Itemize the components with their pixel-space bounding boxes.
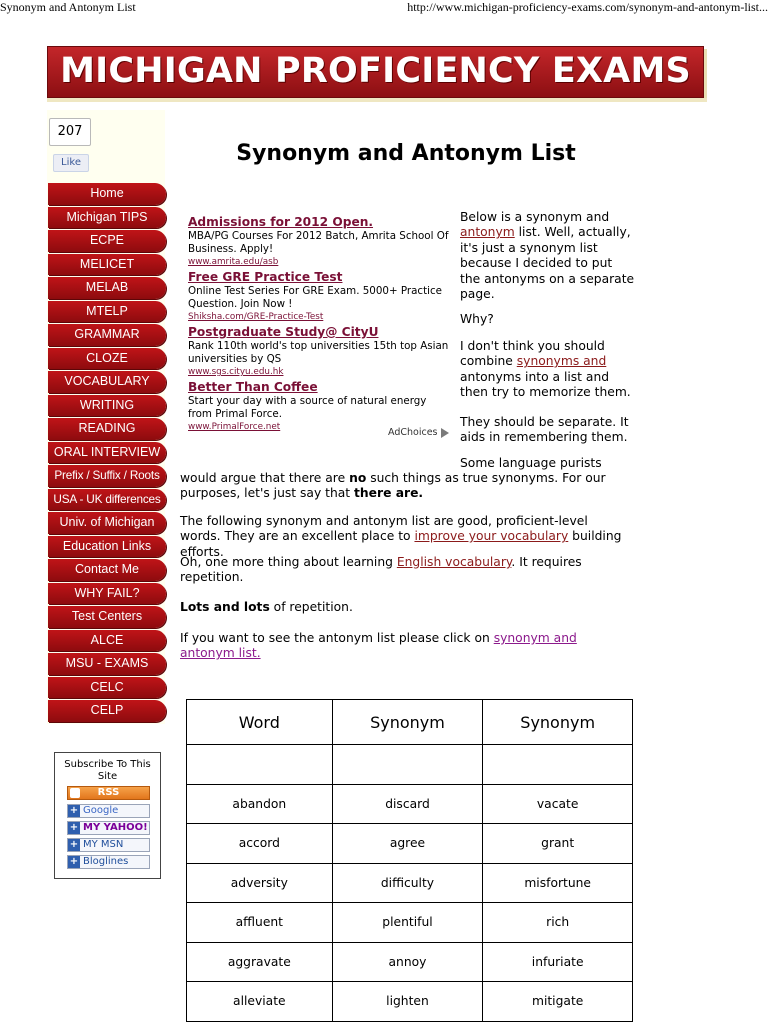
nav-item-michigan-tips[interactable]: Michigan TIPS [48,207,166,229]
table-row [187,942,633,982]
ad-url-link[interactable]: www.PrimalForce.net [188,422,281,432]
text: of repetition. [269,600,353,614]
table-cell: misfortune [483,863,633,903]
ad-text: Start your day with a source of natural energy from Primal Force. [188,395,427,420]
text: . It requires repetition. [180,555,582,585]
ad-title-link[interactable]: Admissions for 2012 Open. [188,215,374,229]
why-paragraph: Why? [460,312,494,326]
bold-text: no [349,471,367,485]
table-cell: abandon [187,784,333,824]
bloglines-label: Bloglines [83,856,129,867]
nav-item-oral-interview[interactable]: ORAL INTERVIEW [48,442,166,464]
table-cell: lighten [332,982,483,1022]
nav-item-msu-exams[interactable]: MSU - EXAMS [48,653,166,675]
antonym-list-paragraph [180,631,632,662]
table-cell: discard [332,784,483,824]
text: building efforts. [180,529,622,559]
adchoices-link[interactable] [388,427,449,438]
repetition-paragraph [180,555,632,586]
banner-underline [47,98,707,102]
nav-item-celp[interactable]: CELP [48,700,166,722]
nav-item-alce[interactable]: ALCE [48,630,166,652]
table-cell: rich [483,903,633,943]
table-cell: grant [483,824,633,864]
rss-button[interactable] [67,786,150,800]
improve-vocabulary-link[interactable]: improve your vocabulary [414,529,569,544]
ad-item [188,214,450,268]
table-cell: agree [332,824,483,864]
print-header-url: http://www.michigan-proficiency-exams.com/synonym-and-antonym-list... [407,0,768,14]
nav-item-test-centers[interactable]: Test Centers [48,606,166,628]
header-synonym-2: Synonym [483,700,633,745]
table-cell: plentiful [332,903,483,943]
bold-text: Lots and lots [180,600,270,614]
ad-text: Online Test Series For GRE Exam. 5000+ Practice Question. Join Now ! [188,285,442,310]
text: list. Well, actually, it's just a synonym list because I decided to put the antonyms on a separate page. [460,225,635,302]
combine-paragraph [460,339,636,401]
table-row [187,903,633,943]
yahoo-subscribe-button[interactable] [67,821,150,835]
table-cell [187,745,333,785]
nav-item-writing[interactable]: WRITING [48,395,166,417]
nav-item-cloze[interactable]: CLOZE [48,348,166,370]
banner-title: MICHIGAN PROFICIENCY EXAMS [60,51,691,91]
nav-item-univ-of-michigan[interactable]: Univ. of Michigan [48,512,166,534]
adchoices-label: AdChoices [388,427,438,438]
synonym-table [186,699,633,1022]
synonym-antonym-list-link[interactable]: synonym and antonym list. [180,631,577,661]
table-cell: alleviate [187,982,333,1022]
header-synonym-1: Synonym [332,700,483,745]
ad-block [188,214,450,434]
adchoices-icon [441,428,449,438]
table-row [187,863,633,903]
table-row [187,745,633,785]
ad-item [188,269,450,323]
nav-item-usa-uk-differences[interactable]: USA - UK differences [48,489,166,511]
table-cell: difficulty [332,863,483,903]
nav-item-education-links[interactable]: Education Links [48,536,166,558]
msn-subscribe-button[interactable] [67,838,150,852]
ad-title-link[interactable]: Free GRE Practice Test [188,270,343,284]
nav-item-vocabulary[interactable]: VOCABULARY [48,371,166,393]
rss-icon [70,788,80,798]
sidebar-nav [48,183,166,724]
text: I don't think you should combine [460,339,605,369]
text: such things as true synonyms. For our purposes, let's just say that [180,471,606,501]
table-cell: annoy [332,942,483,982]
msn-label: MY MSN [83,839,124,850]
table-header-row [187,700,633,745]
nav-item-contact-me[interactable]: Contact Me [48,559,166,581]
plus-icon: + [69,839,79,850]
table-cell: mitigate [483,982,633,1022]
synonyms-and-link[interactable]: synonyms and [516,354,607,369]
text: Below is a synonym and [460,210,610,224]
table-cell [332,745,483,785]
intro-paragraph [460,210,636,302]
ad-text: MBA/PG Courses For 2012 Batch, Amrita School Of Business. Apply! [188,230,449,255]
nav-item-grammar[interactable]: GRAMMAR [48,324,166,346]
lots-paragraph [180,600,632,615]
ad-title-link[interactable]: Postgraduate Study@ CityU [188,325,379,339]
purists-paragraph [180,471,632,502]
plus-icon: + [69,822,79,833]
like-widget [49,118,91,175]
table-cell: adversity [187,863,333,903]
ad-url-link[interactable]: www.amrita.edu/asb [188,257,279,267]
like-count: 207 [49,118,91,146]
print-header [0,0,768,16]
table-row [187,982,633,1022]
nav-item-reading[interactable]: READING [48,418,166,440]
text: would argue that there are [180,471,350,485]
nav-item-celc[interactable]: CELC [48,677,166,699]
table-cell: affluent [187,903,333,943]
nav-item-prefix-suffix-roots[interactable]: Prefix / Suffix / Roots [48,465,166,487]
table-cell [483,745,633,785]
ad-text: Rank 110th world's top universities 15th top Asian universities by QS [188,340,449,365]
english-vocabulary-link[interactable]: English vocabulary [396,555,512,569]
following-paragraph [180,514,632,560]
plus-icon: + [69,805,79,816]
ad-url-link[interactable]: www.sgs.cityu.edu.hk [188,367,284,377]
bold-text: there are. [354,486,424,501]
text: antonyms into a list and then try to memorize them. [460,369,631,400]
subscribe-title: Subscribe To This Site [64,759,151,782]
separate-paragraph: They should be separate. It aids in remembering them. [460,415,629,445]
like-button[interactable]: Like [53,154,89,172]
table-row [187,824,633,864]
nav-item-melicet[interactable]: MELICET [48,254,166,276]
ad-title-link[interactable]: Better Than Coffee [188,380,318,394]
plus-icon: + [69,856,79,867]
bloglines-subscribe-button[interactable] [67,855,150,869]
nav-item-home[interactable]: Home [48,183,166,205]
google-label: Google [83,805,119,816]
nav-item-ecpe[interactable]: ECPE [48,230,166,252]
table-row [187,784,633,824]
print-header-title: Synonym and Antonym List [0,0,136,14]
table-cell: infuriate [483,942,633,982]
rss-label: RSS [97,787,120,798]
text: The following synonym and antonym list are good, proficient-level words. They are an excellent place to [180,514,588,544]
antonym-link[interactable]: antonym [460,225,515,240]
nav-item-why-fail[interactable]: WHY FAIL? [48,583,166,605]
nav-item-melab[interactable]: MELAB [48,277,166,299]
nav-item-mtelp[interactable]: MTELP [48,301,166,323]
header-word: Word [187,700,333,745]
text: If you want to see the antonym list please click on [180,631,494,645]
purists-line: Some language purists [460,456,602,470]
table-cell: aggravate [187,942,333,982]
subscribe-box [54,752,161,879]
table-cell: vacate [483,784,633,824]
ad-item [188,379,450,433]
table-cell: accord [187,824,333,864]
yahoo-label: MY YAHOO! [83,822,148,833]
site-banner[interactable] [47,46,704,98]
ad-url-link[interactable]: Shiksha.com/GRE-Practice-Test [188,312,324,322]
page-title: Synonym and Antonym List [236,141,576,166]
google-subscribe-button[interactable] [67,804,150,818]
text: Oh, one more thing about learning [180,555,397,569]
ad-item [188,324,450,378]
